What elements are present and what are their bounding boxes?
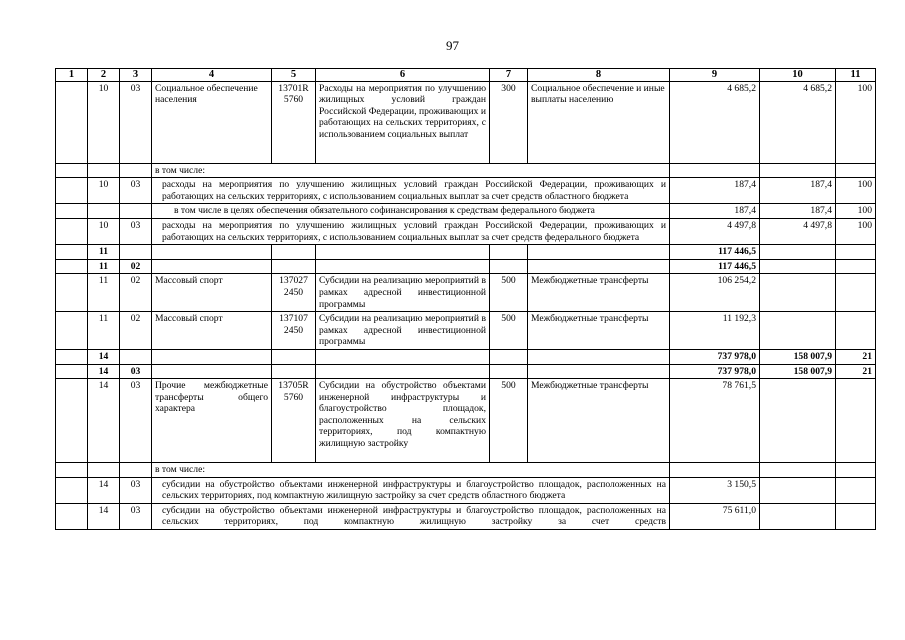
cell-description: субсидии на обустройство объектами инженерной инфраструктуры и благоустройство площадок, расположенных на сельских территориях, под компактную жилищную застройку за счет средств — [152, 503, 670, 529]
cell-percent: 21 — [836, 349, 876, 364]
col-header: 9 — [670, 69, 760, 82]
cell-expense-name: Межбюджетные трансферты — [528, 379, 670, 463]
cell-actual: 187,4 — [760, 178, 836, 204]
table-row — [56, 503, 876, 529]
cell-plan: 117 446,5 — [670, 259, 760, 274]
cell-subsection: 03 — [120, 178, 152, 204]
cell-section: 11 — [88, 312, 120, 350]
cell-subsection: 03 — [120, 218, 152, 244]
cell-name: Социальное обеспечение населения — [152, 81, 272, 163]
col-header: 5 — [272, 69, 316, 82]
cell-section: 14 — [88, 349, 120, 364]
cell-expense-type: 300 — [490, 81, 528, 163]
cell-name: Массовый спорт — [152, 312, 272, 350]
cell-percent: 100 — [836, 204, 876, 219]
table-row — [56, 274, 876, 312]
cell-description: расходы на мероприятия по улучшению жилищных условий граждан Российской Федерации, проживающих и работающих на сельских территориях, с использованием социальных выплат за счет средств федерального бюджета — [152, 218, 670, 244]
col-header: 4 — [152, 69, 272, 82]
cell-description: Субсидии на реализацию мероприятий в рамках адресной инвестиционной программы — [316, 274, 490, 312]
cell-expense-type: 500 — [490, 312, 528, 350]
cell-percent: 100 — [836, 81, 876, 163]
col-header: 1 — [56, 69, 88, 82]
table-row — [56, 463, 876, 478]
cell-plan: 106 254,2 — [670, 274, 760, 312]
cell-expense-name: Социальное обеспечение и иные выплаты населению — [528, 81, 670, 163]
budget-table — [55, 68, 876, 530]
cell-including: в том числе: — [152, 463, 670, 478]
cell-actual: 158 007,9 — [760, 364, 836, 379]
cell-section: 11 — [88, 245, 120, 260]
cell-actual: 4 685,2 — [760, 81, 836, 163]
cell-subsection: 02 — [120, 312, 152, 350]
table-row — [56, 204, 876, 219]
table-row — [56, 364, 876, 379]
col-header: 11 — [836, 69, 876, 82]
col-header: 6 — [316, 69, 490, 82]
cell-section: 14 — [88, 379, 120, 463]
header-row — [56, 69, 876, 82]
cell-actual: 4 497,8 — [760, 218, 836, 244]
cell-percent: 21 — [836, 364, 876, 379]
col-header: 2 — [88, 69, 120, 82]
table-row — [56, 163, 876, 178]
cell-plan: 117 446,5 — [670, 245, 760, 260]
cell-name: Массовый спорт — [152, 274, 272, 312]
cell-plan: 75 611,0 — [670, 503, 760, 529]
cell-section: 14 — [88, 364, 120, 379]
cell-subsection: 02 — [120, 274, 152, 312]
cell-section: 10 — [88, 178, 120, 204]
cell-section: 11 — [88, 274, 120, 312]
cell-target-code: 137107 2450 — [272, 312, 316, 350]
cell-section: 14 — [88, 503, 120, 529]
cell-target-code: 13701R 5760 — [272, 81, 316, 163]
cell-expense-type: 500 — [490, 379, 528, 463]
cell-plan: 4 685,2 — [670, 81, 760, 163]
cell-subsection: 03 — [120, 503, 152, 529]
cell-subsection: 02 — [120, 259, 152, 274]
cell-plan: 78 761,5 — [670, 379, 760, 463]
table-row — [56, 259, 876, 274]
cell-expense-type: 500 — [490, 274, 528, 312]
cell-plan: 737 978,0 — [670, 349, 760, 364]
cell-description: субсидии на обустройство объектами инженерной инфраструктуры и благоустройство площадок, расположенных на сельских территориях, под компактную жилищную застройку за счет средств областного бюджета — [152, 477, 670, 503]
cell-description: Расходы на мероприятия по улучшению жилищных условий граждан Российской Федерации, проживающих и работающих на сельских территориях, с использованием социальных выплат — [316, 81, 490, 163]
cell-section: 10 — [88, 218, 120, 244]
cell-subsection: 03 — [120, 364, 152, 379]
cell-percent: 100 — [836, 178, 876, 204]
cell-section: 11 — [88, 259, 120, 274]
cell-plan: 187,4 — [670, 178, 760, 204]
table-row — [56, 245, 876, 260]
cell-actual: 187,4 — [760, 204, 836, 219]
cell-plan: 187,4 — [670, 204, 760, 219]
page-number: 97 — [446, 38, 459, 53]
col-header: 3 — [120, 69, 152, 82]
cell-description: Субсидии на реализацию мероприятий в рамках адресной инвестиционной программы — [316, 312, 490, 350]
table-row — [56, 178, 876, 204]
cell-target-code: 13705R 5760 — [272, 379, 316, 463]
cell-name: Прочие межбюджетные трансферты общего характера — [152, 379, 272, 463]
cell-subsection: 03 — [120, 379, 152, 463]
cell-section: 10 — [88, 81, 120, 163]
table-row — [56, 379, 876, 463]
col-header: 8 — [528, 69, 670, 82]
cell-plan: 4 497,8 — [670, 218, 760, 244]
table-row — [56, 81, 876, 163]
table-row — [56, 218, 876, 244]
cell-description: расходы на мероприятия по улучшению жилищных условий граждан Российской Федерации, проживающих и работающих на сельских территориях, с использованием социальных выплат за счет средств областного бюджета — [152, 178, 670, 204]
cell-plan: 11 192,3 — [670, 312, 760, 350]
cell-description: в том числе в целях обеспечения обязательного софинансирования к средствам федерального бюджета — [152, 204, 670, 219]
col-header: 10 — [760, 69, 836, 82]
cell-actual: 158 007,9 — [760, 349, 836, 364]
cell-plan: 3 150,5 — [670, 477, 760, 503]
cell-percent: 100 — [836, 218, 876, 244]
cell-description: Субсидии на обустройство объектами инженерной инфраструктуры и благоустройство площадок, расположенных на сельских территориях, под компактную жилищную застройку — [316, 379, 490, 463]
cell-subsection: 03 — [120, 81, 152, 163]
cell-including: в том числе: — [152, 163, 670, 178]
col-header: 7 — [490, 69, 528, 82]
cell-expense-name: Межбюджетные трансферты — [528, 274, 670, 312]
cell-plan: 737 978,0 — [670, 364, 760, 379]
cell-section: 14 — [88, 477, 120, 503]
cell-expense-name: Межбюджетные трансферты — [528, 312, 670, 350]
cell-subsection: 03 — [120, 477, 152, 503]
table-row — [56, 312, 876, 350]
table-row — [56, 477, 876, 503]
table-row — [56, 349, 876, 364]
cell-target-code: 137027 2450 — [272, 274, 316, 312]
